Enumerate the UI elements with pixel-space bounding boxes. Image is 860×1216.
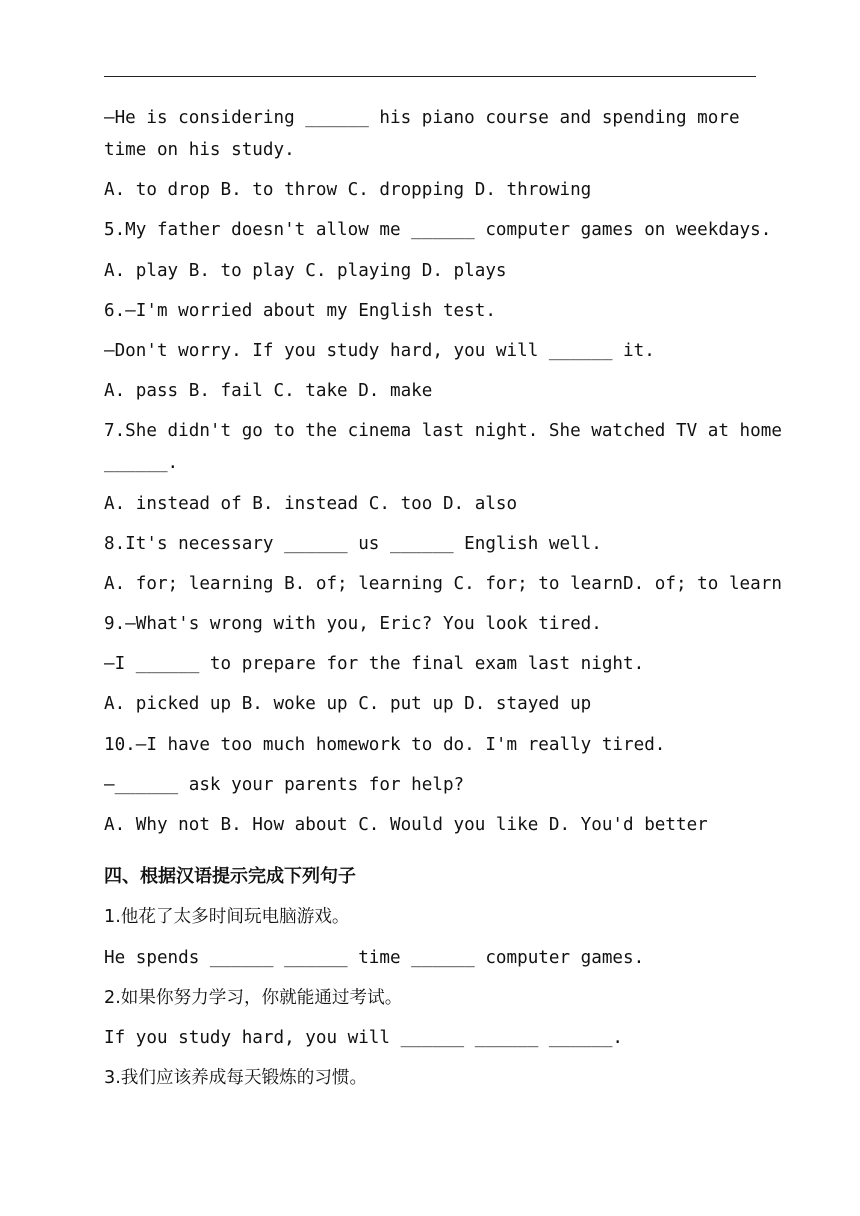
question-7-options: A. instead of B. instead C. too D. also (104, 493, 518, 514)
question-5-stem: 5.My father doesn't allow me ______ computer games on weekdays. (104, 220, 772, 241)
question-5-options: A. play B. to play C. playing D. plays (104, 260, 507, 281)
question-7-stem-continuation: ______. (104, 453, 179, 474)
question-8-stem: 8.It's necessary ______ us ______ English well. (104, 533, 602, 554)
question-10-stem: 10.—I have too much homework to do. I'm really tired. (104, 734, 666, 755)
question-7-stem: 7.She didn't go to the cinema last night. She watched TV at home (104, 421, 782, 442)
question-9-reply: —I ______ to prepare for the final exam last night. (104, 654, 645, 675)
question-4-stem-continuation: time on his study. (104, 140, 295, 160)
question-8-options: A. for; learning B. of; learning C. for; to learnD. of; to learn (104, 573, 782, 594)
question-6-stem: 6.—I'm worried about my English test. (104, 300, 496, 321)
translation-2-answer: If you study hard, you will ______ ______ ______. (104, 1027, 624, 1048)
header-rule (104, 76, 756, 77)
translation-3-prompt: 3.我们应该养成每天锻炼的习惯。 (104, 1068, 368, 1089)
document-body (104, 102, 782, 1102)
question-6-options: A. pass B. fail C. take D. make (104, 381, 433, 402)
question-9-options: A. picked up B. woke up C. put up D. stayed up (104, 694, 592, 715)
translation-1-prompt: 1.他花了太多时间玩电脑游戏。 (104, 907, 350, 928)
question-10-reply: —______ ask your parents for help? (104, 774, 465, 795)
question-4-stem-line-2: —He is considering ______ his piano course and spending more (104, 108, 740, 128)
section-4-heading: 四、根据汉语提示完成下列句子 (104, 866, 356, 888)
translation-1-answer: He spends ______ ______ time ______ computer games. (104, 947, 645, 968)
question-4-options: A. to drop B. to throw C. dropping D. throwing (104, 180, 592, 201)
translation-2-prompt: 2.如果你努力学习，你就能通过考试。 (104, 987, 403, 1008)
question-9-stem: 9.—What's wrong with you, Eric? You look tired. (104, 614, 602, 635)
question-6-reply: —Don't worry. If you study hard, you will ______ it. (104, 340, 655, 361)
question-10-options: A. Why not B. How about C. Would you like D. You'd better (104, 815, 708, 835)
